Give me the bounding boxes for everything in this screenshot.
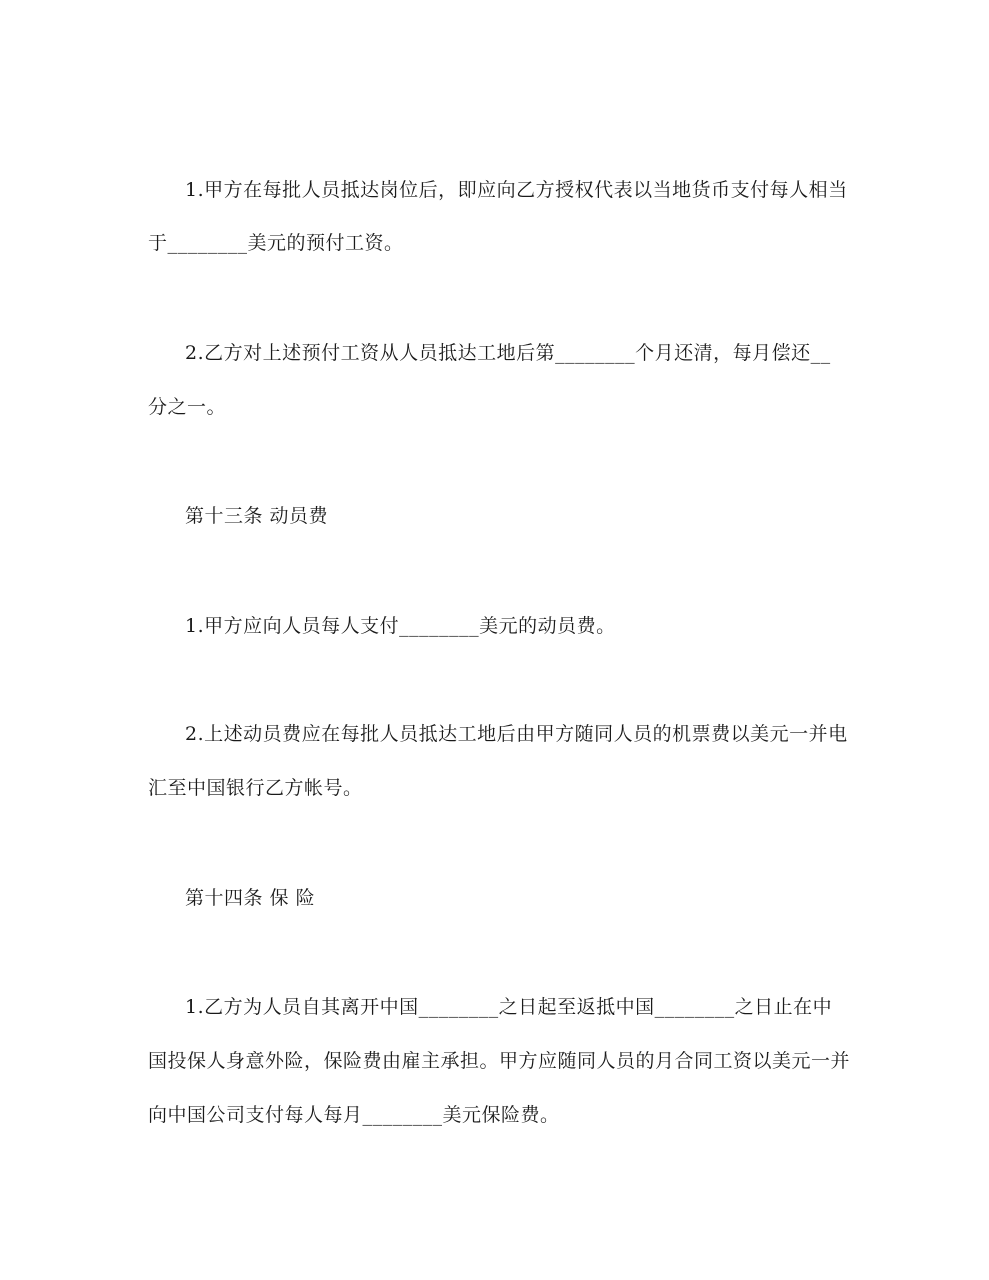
clause-14-item-1-line-3: 向中国公司支付每人每月________美元保险费。 [148, 1104, 560, 1126]
clause-12-item-1-line-1: 1.甲方在每批人员抵达岗位后，即应向乙方授权代表以当地货币支付每人相当 [185, 179, 848, 201]
clause-13-item-2-line-1: 2.上述动员费应在每批人员抵达工地后由甲方随同人员的机票费以美元一并电 [185, 723, 848, 745]
clause-12-item-2-line-1: 2.乙方对上述预付工资从人员抵达工地后第________个月还清，每月偿还__ [185, 342, 831, 364]
clause-13-heading: 第十三条 动员费 [185, 505, 329, 527]
clause-14-item-1-line-1: 1.乙方为人员自其离开中国________之日起至返抵中国________之日止在中 [185, 996, 833, 1018]
clause-13-item-1: 1.甲方应向人员每人支付________美元的动员费。 [185, 615, 616, 637]
clause-14-item-1-line-2: 国投保人身意外险，保险费由雇主承担。甲方应随同人员的月合同工资以美元一并 [148, 1050, 851, 1072]
clause-14-heading: 第十四条 保 险 [185, 887, 316, 909]
clause-13-item-2-line-2: 汇至中国银行乙方帐号。 [148, 777, 363, 799]
clause-12-item-2-line-2: 分之一。 [148, 396, 227, 418]
clause-12-item-1-line-2: 于________美元的预付工资。 [148, 232, 404, 254]
